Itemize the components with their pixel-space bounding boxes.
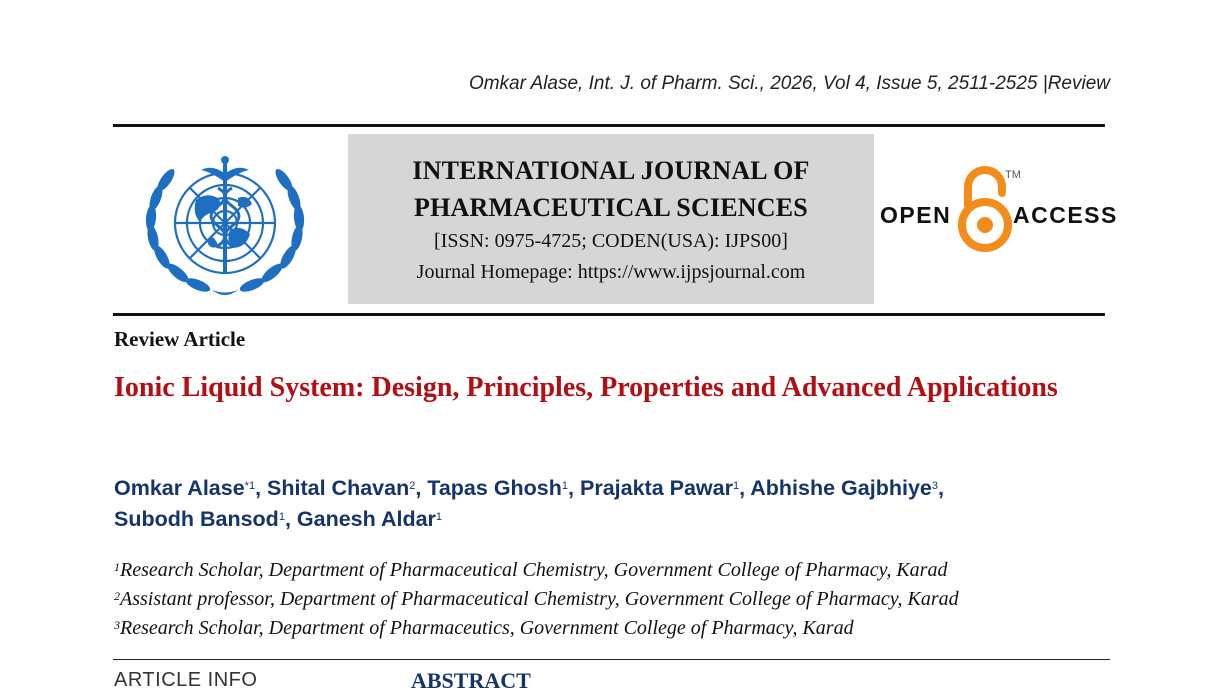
affiliation-item: [114, 585, 959, 614]
affiliation-text: Research Scholar, Department of Pharmaceutics, Government College of Pharmacy, Karad: [120, 617, 854, 639]
author-affiliation-mark: 3: [931, 480, 938, 492]
journal-name: [348, 152, 874, 226]
header-rule-top: [113, 124, 1105, 127]
affiliation-number: 3: [114, 618, 120, 632]
author-name[interactable]: Subodh Bansod: [114, 507, 279, 531]
article-info-heading: ARTICLE INFO: [114, 669, 258, 691]
author-name[interactable]: Prajakta Pawar: [579, 476, 733, 500]
open-access-left-text: OPEN: [880, 202, 952, 228]
header-rule-bottom: [113, 313, 1105, 316]
author-name[interactable]: Tapas Ghosh: [427, 476, 562, 500]
affiliation-text: Assistant professor, Department of Pharmaceutical Chemistry, Government College of Pharmacy, Karad: [120, 588, 959, 610]
author-affiliation-mark: 1: [732, 480, 740, 492]
open-access-right-text: ACCESS: [1013, 202, 1118, 228]
author-name[interactable]: Omkar Alase: [114, 476, 245, 500]
journal-issn: [ISSN: 0975-4725; CODEN(USA): IJPS00]: [434, 230, 788, 252]
author-name[interactable]: Ganesh Aldar: [296, 507, 436, 531]
article-title: Ionic Liquid System: Design, Principles, Properties and Advanced Applications: [114, 372, 1058, 403]
author-name[interactable]: Shital Chavan: [267, 476, 410, 500]
author-affiliation-mark: 1: [278, 511, 285, 523]
author-affiliation-mark: 1: [561, 480, 569, 492]
affiliation-item: [114, 556, 959, 585]
author-affiliation-mark: 1: [435, 511, 443, 523]
running-header-citation: Omkar Alase, Int. J. of Pharm. Sci., 2026, Vol 4, Issue 5, 2511-2525 |Review: [468, 73, 1110, 94]
section-divider: [113, 659, 1110, 660]
author-affiliation-mark: *1: [244, 480, 256, 492]
affiliation-list: [114, 556, 959, 643]
journal-emblem-icon: [126, 140, 324, 306]
open-access-mark: [880, 165, 1118, 255]
affiliation-number: 1: [114, 560, 120, 574]
trademark-mark: TM: [1005, 169, 1021, 181]
author-name[interactable]: Abhishe Gajbhiye: [750, 476, 932, 500]
affiliation-text: Research Scholar, Department of Pharmaceutical Chemistry, Government College of Pharmacy, Karad: [120, 559, 948, 581]
journal-banner: [348, 134, 874, 304]
journal-name-line-2: PHARMACEUTICAL SCIENCES: [414, 193, 808, 222]
journal-homepage[interactable]: Journal Homepage: https://www.ijpsjournal.com: [416, 261, 806, 283]
author-list: Omkar Alase$^{*1}$, Shital Chavan$^2$, Tapas Ghosh$^1$, Prajakta Pawar$^1$, Abhishe Gajbhiye$^3$, Subodh Bansod$^1$, Ganesh Aldar$^1$: [114, 476, 944, 531]
abstract-heading: ABSTRACT: [411, 668, 531, 693]
journal-name-line-1: INTERNATIONAL JOURNAL OF: [412, 156, 810, 185]
affiliation-item: [114, 614, 959, 643]
article-type: Review Article: [114, 327, 246, 351]
author-affiliation-mark: 2: [409, 480, 416, 492]
affiliation-number: 2: [114, 589, 120, 603]
